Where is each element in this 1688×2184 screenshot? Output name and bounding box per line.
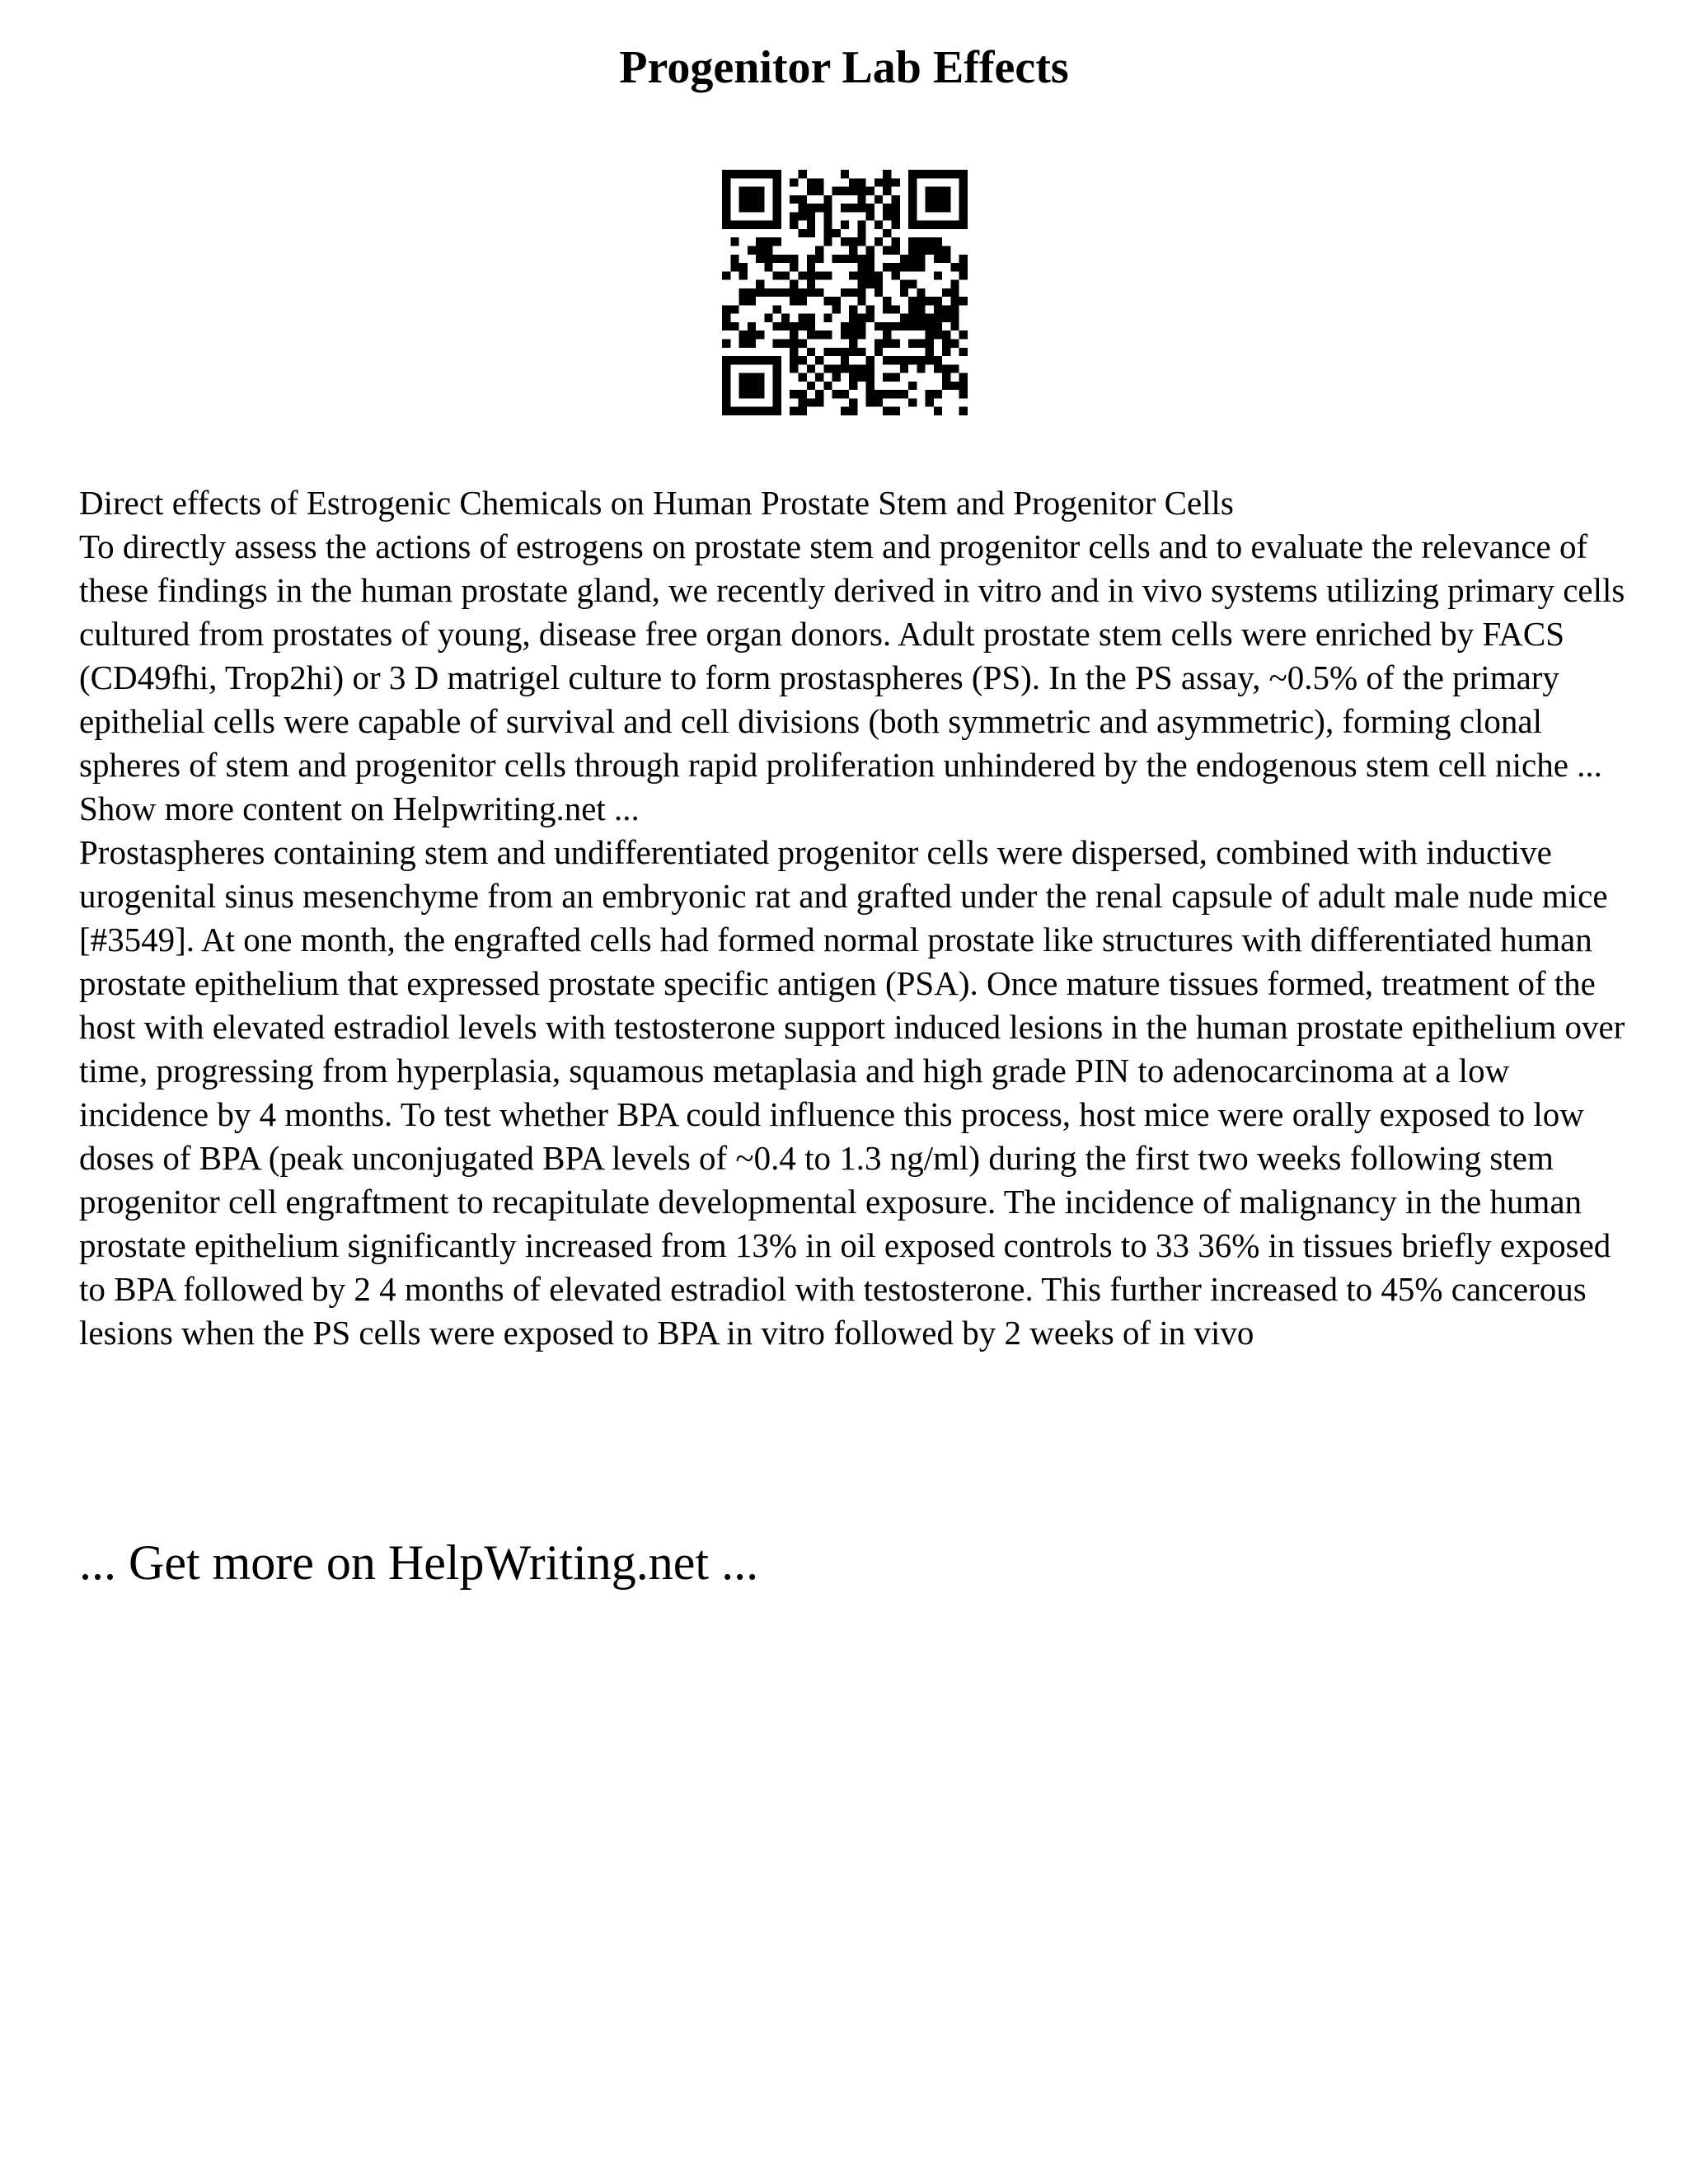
- qr-code-graphic: [722, 170, 968, 415]
- document-body: [79, 481, 1629, 1355]
- qr-code: [722, 170, 968, 415]
- paragraph-1: To directly assess the actions of estrogens on prostate stem and progenitor cells and to evaluate the relevance of these findings in the human prostate gland, we recently derived in vitro and in vivo systems utilizing primary cells cultured from prostates of young, disease free organ donors. Adult prostate stem cells were enriched by FACS (CD49fhi, Trop2hi) or 3 D matrigel culture to form prostaspheres (PS). In the PS assay, ~0.5% of the primary epithelial cells were capable of survival and cell divisions (both symmetric and asymmetric), forming clonal spheres of stem and progenitor cells through rapid proliferation unhindered by the endogenous stem cell niche ... Show more content on Helpwriting.net ...: [79, 527, 1625, 827]
- paragraph-2: Prostaspheres containing stem and undifferentiated progenitor cells were dispersed, combined with inductive urogenital sinus mesenchyme from an embryonic rat and grafted under the renal capsule of adult male nude mice [#3549]. At one month, the engrafted cells had formed normal prostate like structures with differentiated human prostate epithelium that expressed prostate specific antigen (PSA). Once mature tissues formed, treatment of the host with elevated estradiol levels with testosterone support induced lesions in the human prostate epithelium over time, progressing from hyperplasia, squamous metaplasia and high grade PIN to adenocarcinoma at a low incidence by 4 months. To test whether BPA could influence this process, host mice were orally exposed to low doses of BPA (peak unconjugated BPA levels of ~0.4 to 1.3 ng/ml) during the first two weeks following stem progenitor cell engraftment to recapitulate developmental exposure. The incidence of malignancy in the human prostate epithelium significantly increased from 13% in oil exposed controls to 33 36% in tissues briefly exposed to BPA followed by 2 4 months of elevated estradiol with testosterone. This further increased to 45% cancerous lesions when the PS cells were exposed to BPA in vitro followed by 2 weeks of in vivo: [79, 833, 1625, 1352]
- document-title: Progenitor Lab Effects: [619, 42, 1069, 93]
- get-more-link[interactable]: ... Get more on HelpWriting.net ...: [79, 1535, 759, 1590]
- section-heading: Direct effects of Estrogenic Chemicals on Human Prostate Stem and Progenitor Cells: [79, 484, 1234, 522]
